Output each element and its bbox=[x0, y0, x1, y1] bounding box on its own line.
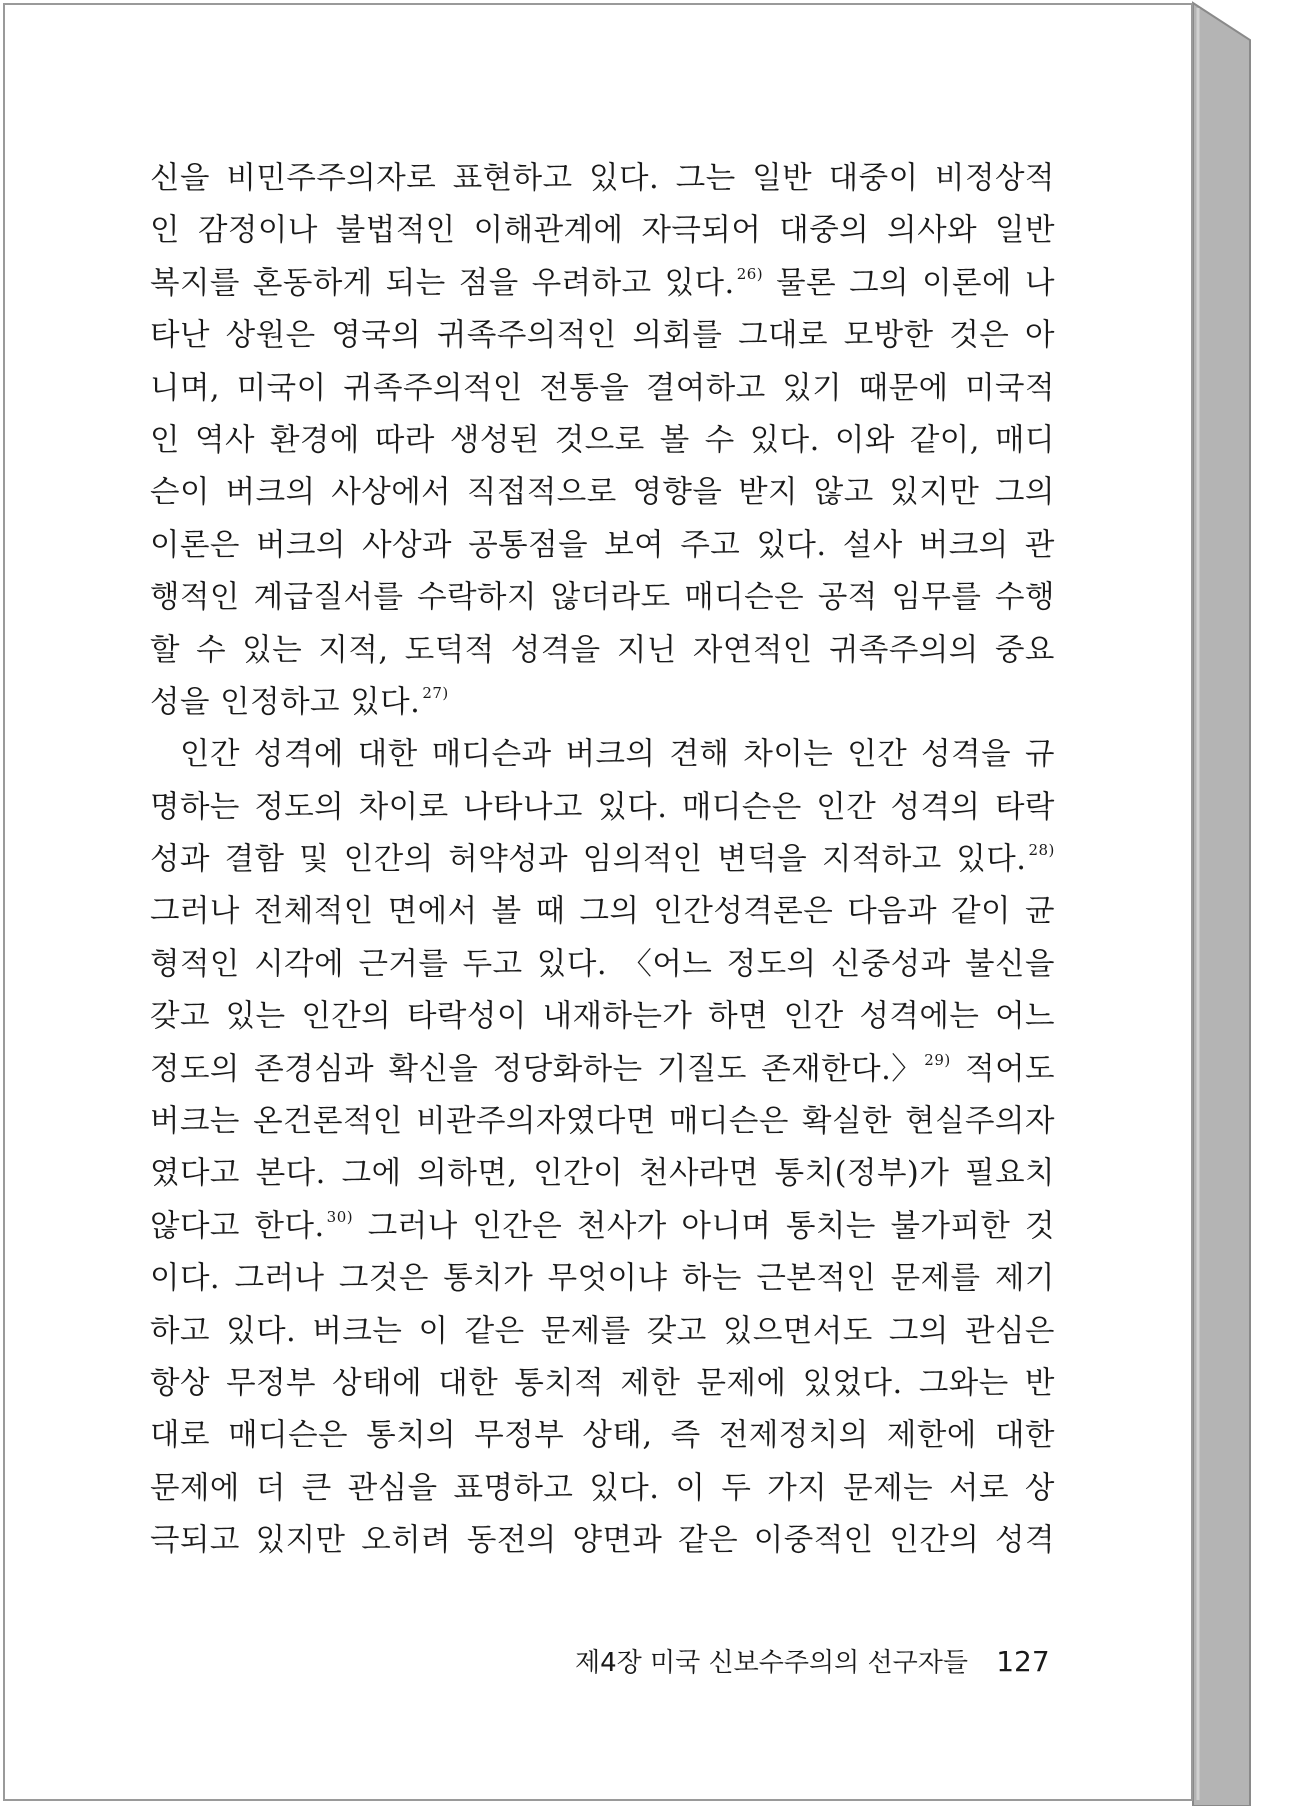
text-line: 버크는 온건론적인 비관주의자였다면 매디슨은 확실한 현실주의자 bbox=[150, 1104, 1055, 1140]
book-page bbox=[3, 3, 1193, 1801]
text-line: 대로 매디슨은 통치의 무정부 상태, 즉 전제정치의 제한에 대한 bbox=[150, 1418, 1055, 1454]
text-line: 할 수 있는 지적, 도덕적 성격을 지닌 자연적인 귀족주의의 중요 bbox=[150, 632, 1055, 668]
text-line: 문제에 더 큰 관심을 표명하고 있다. 이 두 가지 문제는 서로 상 bbox=[150, 1470, 1055, 1506]
footnote-marker: 27) bbox=[422, 683, 449, 702]
text-line: 항상 무정부 상태에 대한 통치적 제한 문제에 있었다. 그와는 반 bbox=[150, 1365, 1055, 1401]
text-line: 슨이 버크의 사상에서 직접적으로 영향을 받지 않고 있지만 그의 bbox=[150, 475, 1055, 511]
text-line: 인 감정이나 불법적인 이해관계에 자극되어 대중의 의사와 일반 bbox=[150, 213, 1055, 249]
text-line: 정도의 존경심과 확신을 정당화하는 기질도 존재한다.〉 $^{29)}$ 적어도 bbox=[150, 1050, 1055, 1087]
text-line: 형적인 시각에 근거를 두고 있다. 〈어느 정도의 신중성과 불신을 bbox=[150, 946, 1055, 982]
text-line: 갖고 있는 인간의 타락성이 내재하는가 하면 인간 성격에는 어느 bbox=[150, 999, 1055, 1035]
text-line: 않다고 한다. $^{30)}$ 그러나 인간은 천사가 아니며 통치는 불가피한 것 bbox=[150, 1207, 1055, 1244]
text-line: 그러나 전체적인 면에서 볼 때 그의 인간성격론은 다음과 같이 균 bbox=[150, 894, 1055, 930]
text-line: 성과 결함 및 인간의 허약성과 임의적인 변덕을 지적하고 있다. $^{28)}$ bbox=[150, 841, 1055, 878]
footnote-marker: 28) bbox=[1028, 841, 1055, 860]
text-line: 행적인 계급질서를 수락하지 않더라도 매디슨은 공적 임무를 수행 bbox=[150, 580, 1055, 616]
text-line: 복지를 혼동하게 되는 점을 우려하고 있다. $^{26)}$ 물론 그의 이론에 나 bbox=[150, 264, 1055, 301]
footnote-marker: 29) bbox=[924, 1050, 951, 1069]
text-line: 명하는 정도의 차이로 나타나고 있다. 매디슨은 인간 성격의 타락 bbox=[150, 789, 1055, 825]
text-line: 하고 있다. 버크는 이 같은 문제를 갖고 있으면서도 그의 관심은 bbox=[150, 1313, 1055, 1349]
running-footer bbox=[575, 1642, 1050, 1679]
text-line: 였다고 본다. 그에 의하면, 인간이 천사라면 통치(정부)가 필요치 bbox=[150, 1156, 1055, 1192]
text-line: 니며, 미국이 귀족주의적인 전통을 결여하고 있기 때문에 미국적 bbox=[150, 370, 1055, 406]
body-text bbox=[150, 153, 1055, 1568]
text-line: 타난 상원은 영국의 귀족주의적인 의회를 그대로 모방한 것은 아 bbox=[150, 318, 1055, 354]
chapter-title: 제4장 미국 신보수주의의 선구자들 bbox=[575, 1648, 968, 1678]
text-line: 이다. 그러나 그것은 통치가 무엇이냐 하는 근본적인 문제를 제기 bbox=[150, 1261, 1055, 1297]
footnote-marker: 26) bbox=[736, 264, 764, 283]
text-line: 인 역사 환경에 따라 생성된 것으로 볼 수 있다. 이와 같이, 매디 bbox=[150, 422, 1055, 458]
text-line: 성을 인정하고 있다. $^{27)}$ bbox=[150, 683, 449, 720]
book-side-face bbox=[1193, 3, 1250, 1806]
text-line: 이론은 버크의 사상과 공통점을 보여 주고 있다. 설사 버크의 관 bbox=[150, 527, 1055, 563]
footnote-marker: 30) bbox=[326, 1207, 354, 1226]
text-line: 인간 성격에 대한 매디슨과 버크의 견해 차이는 인간 성격을 규 bbox=[180, 737, 1055, 773]
page-number: 127 bbox=[996, 1645, 1050, 1678]
text-line: 신을 비민주주의자로 표현하고 있다. 그는 일반 대중이 비정상적 bbox=[150, 161, 1055, 196]
text-line: 극되고 있지만 오히려 동전의 양면과 같은 이중적인 인간의 성격 bbox=[150, 1523, 1055, 1559]
